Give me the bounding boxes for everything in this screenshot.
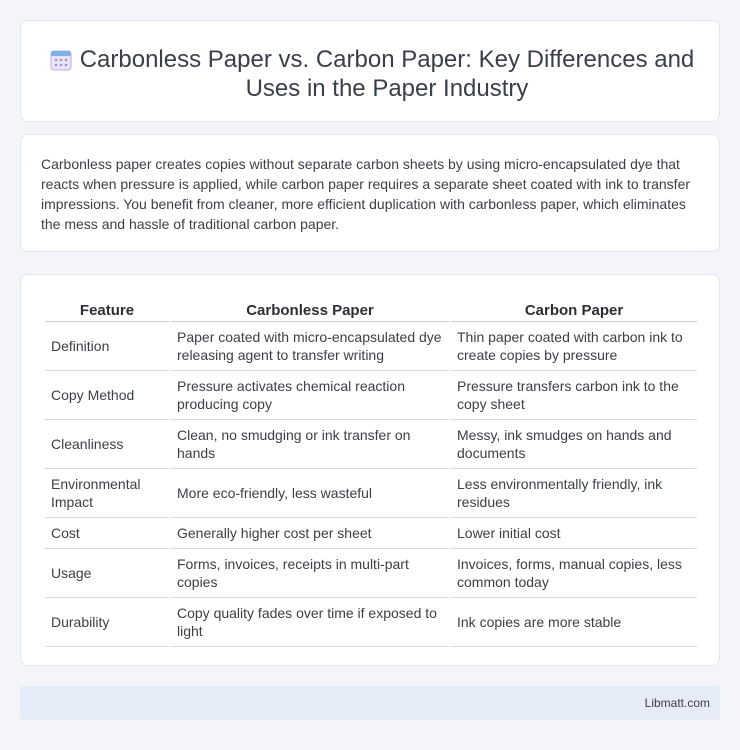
row-carbonless: Generally higher cost per sheet [171, 518, 449, 549]
header-feature: Feature [45, 295, 169, 322]
intro-paragraph: Carbonless paper creates copies without separate carbon sheets by using micro-encapsulated dye that reacts when pressure is applied, while carbon paper requires a separate sheet coated with ink to transfer impressions. You benefit from cleaner, more efficient duplication with carbonless paper, which eliminates the mess and hassle of traditional carbon paper. [41, 156, 691, 232]
footer [20, 686, 720, 720]
row-carbonless: More eco-friendly, less wasteful [171, 469, 449, 518]
row-feature: Definition [45, 322, 169, 371]
header-carbonless: Carbonless Paper [171, 295, 449, 322]
table-row [45, 322, 697, 371]
intro-card [20, 134, 720, 252]
footer-site-link[interactable]: Libmatt.com [644, 696, 710, 710]
row-feature: Cost [45, 518, 169, 549]
row-carbonless: Pressure activates chemical reaction producing copy [171, 371, 449, 420]
row-feature: Usage [45, 549, 169, 598]
table-row [45, 420, 697, 469]
header-carbon: Carbon Paper [451, 295, 697, 322]
row-feature: Cleanliness [45, 420, 169, 469]
table-row [45, 469, 697, 518]
table-row [45, 598, 697, 647]
row-carbonless: Copy quality fades over time if exposed to light [171, 598, 449, 647]
table-header-row [45, 295, 697, 322]
row-carbonless: Forms, invoices, receipts in multi-part copies [171, 549, 449, 598]
row-carbonless: Paper coated with micro-encapsulated dye releasing agent to transfer writing [171, 322, 449, 371]
row-feature: Copy Method [45, 371, 169, 420]
table-row [45, 549, 697, 598]
row-carbon: Thin paper coated with carbon ink to create copies by pressure [451, 322, 697, 371]
row-carbon: Lower initial cost [451, 518, 697, 549]
table-row [45, 371, 697, 420]
row-carbon: Ink copies are more stable [451, 598, 697, 647]
comparison-table [43, 295, 699, 647]
page-title: Carbonless Paper vs. Carbon Paper: Key Differences and Uses in the Paper Industry [79, 46, 695, 102]
table-row [45, 518, 697, 549]
row-carbonless: Clean, no smudging or ink transfer on hands [171, 420, 449, 469]
row-carbon: Pressure transfers carbon ink to the copy sheet [451, 371, 697, 420]
row-carbon: Messy, ink smudges on hands and documents [451, 420, 697, 469]
header-card [20, 20, 720, 122]
row-feature: Environmental Impact [45, 469, 169, 518]
row-feature: Durability [45, 598, 169, 647]
row-carbon: Invoices, forms, manual copies, less common today [451, 549, 697, 598]
table-card [20, 274, 720, 666]
row-carbon: Less environmentally friendly, ink residues [451, 469, 697, 518]
